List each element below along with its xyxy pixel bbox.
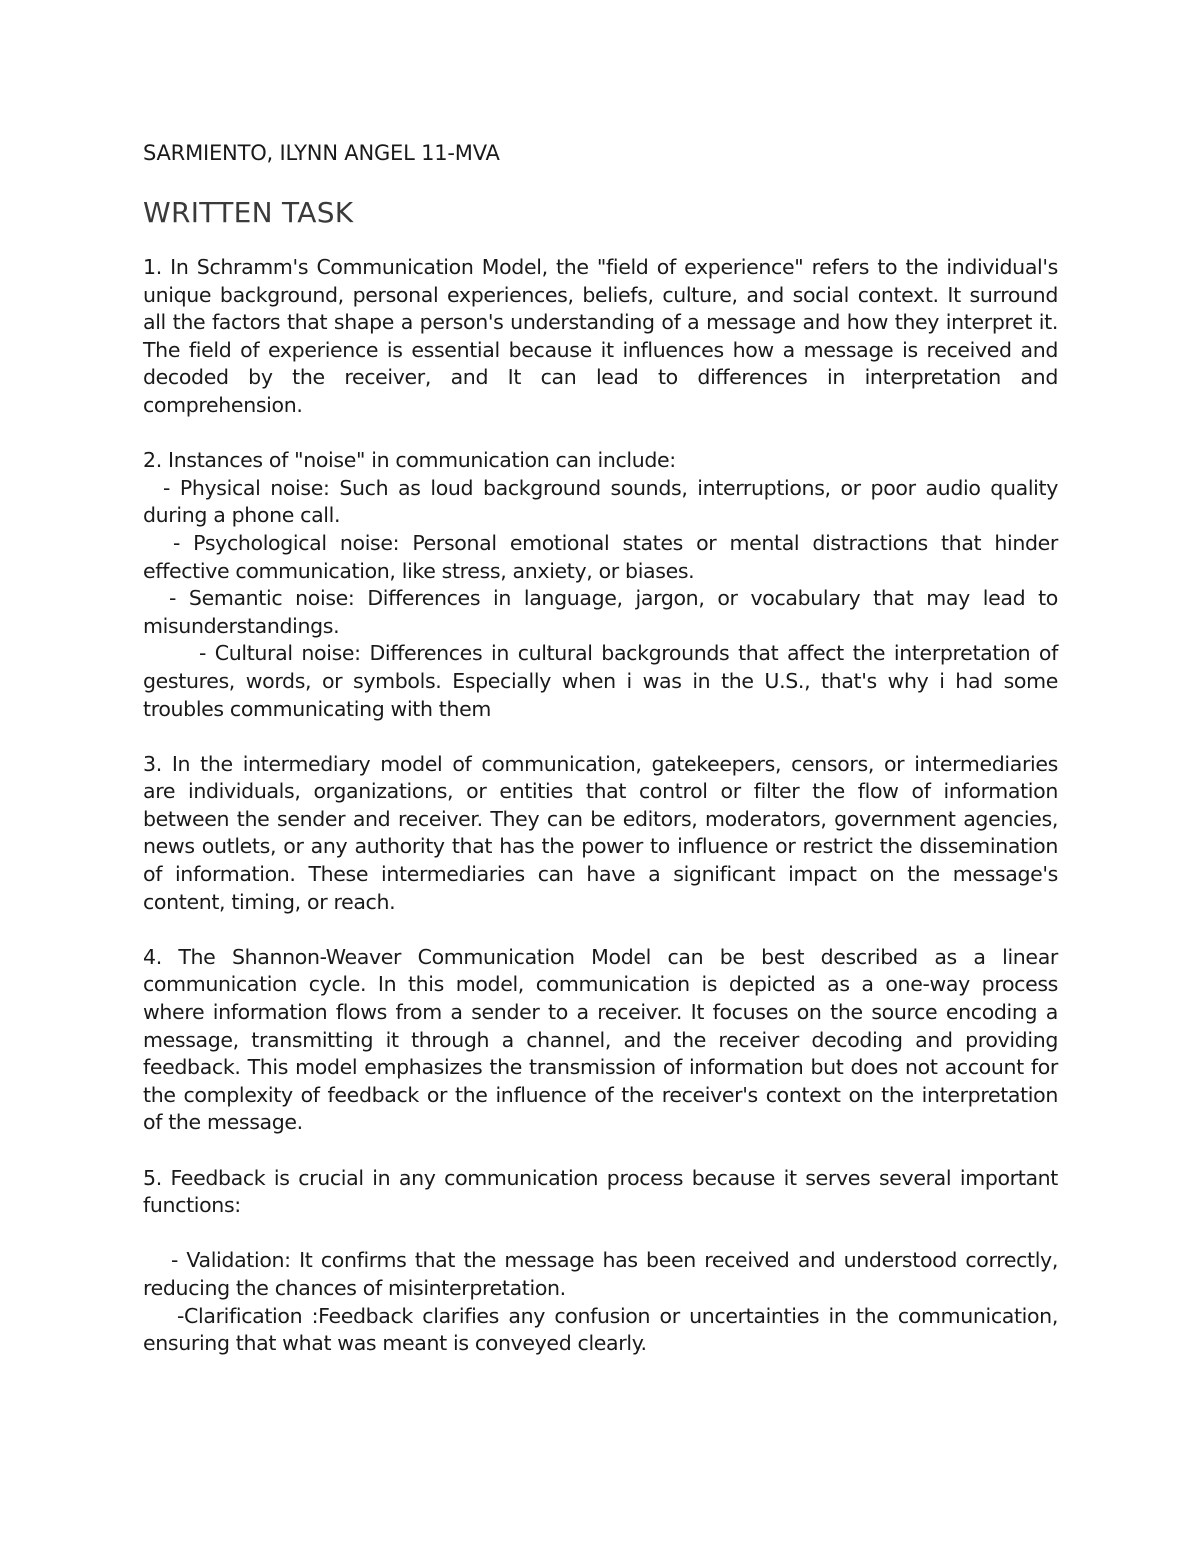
list-item: - Semantic noise: Differences in language, jargon, or vocabulary that may lead to misunderstandings. <box>143 586 1058 638</box>
list-item: - Cultural noise: Differences in cultural backgrounds that affect the interpretation of gestures, words, or symbols. Especially when i was in the U.S., that's why i had some troubles communicating with them <box>143 641 1058 721</box>
answer-5-intro: 5. Feedback is crucial in any communication process because it serves several important functions: <box>143 1165 1058 1218</box>
list-item: - Psychological noise: Personal emotional states or mental distractions that hinder effective communication, like stress, anxiety, or biases. <box>143 530 1058 583</box>
document-page <box>143 138 1058 1358</box>
answer-3: 3. In the intermediary model of communication, gatekeepers, censors, or intermediaries are individuals, organizations, or entities that control or filter the flow of information between the sender and receiver. They can be editors, moderators, government agencies, news outlets, or any authority that has the power to influence or restrict the dissemination of information. These intermediaries can have a significant impact on the message's content, timing, or reach. <box>143 751 1058 914</box>
answer-2-intro: 2. Instances of "noise" in communication can include: <box>143 448 676 473</box>
answer-5 <box>143 1165 1058 1358</box>
answer-1: 1. In Schramm's Communication Model, the "field of experience" refers to the individual's unique background, personal experiences, beliefs, culture, and social context. It surround all the factors that shape a person's understanding of a message and how they interpret it. The field of experience is essential because it influences how a message is received and decoded by the receiver, and It can lead to differences in interpretation and comprehension. <box>143 255 1058 417</box>
answer-2 <box>143 447 1058 723</box>
list-item: - Validation: It confirms that the message has been received and understood correctly, reducing the chances of misinterpretation. <box>143 1248 1058 1300</box>
page-title: WRITTEN TASK <box>143 196 354 229</box>
answer-4: 4. The Shannon-Weaver Communication Model can be best described as a linear communication cycle. In this model, communication is depicted as a one-way process where information flows from a sender to a receiver. It focuses on the source encoding a message, transmitting it through a channel, and the receiver decoding and providing feedback. This model emphasizes the transmission of information but does not account for the complexity of feedback or the influence of the receiver's context on the interpretation of the message. <box>143 944 1058 1135</box>
list-item: -Clarification :Feedback clarifies any confusion or uncertainties in the communication, ensuring that what was meant is conveyed clearly. <box>143 1303 1058 1356</box>
author-line: SARMIENTO, ILYNN ANGEL 11-MVA <box>143 141 500 165</box>
list-item: - Physical noise: Such as loud background sounds, interruptions, or poor audio quality during a phone call. <box>143 475 1058 528</box>
